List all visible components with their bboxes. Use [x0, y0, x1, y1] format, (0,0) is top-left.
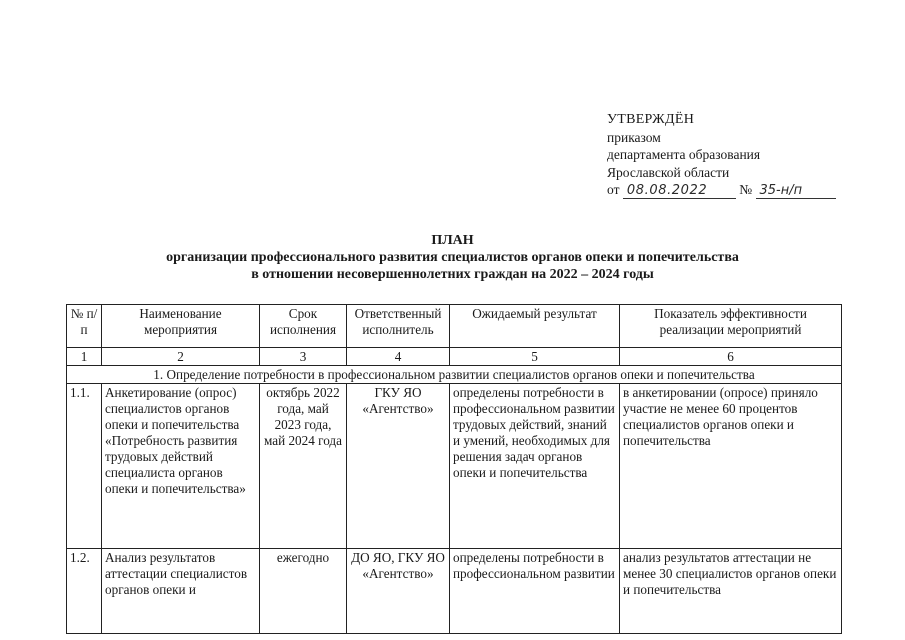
executor: ГКУ ЯО «Агентство» — [347, 384, 450, 549]
expected-result: определены потребности в профессиональном развитии трудовых действий, знаний и умений, необходимых для решения задач органов опеки и попечительства — [450, 384, 620, 549]
activity-name: Анализ результатов аттестации специалистов органов опеки и — [102, 549, 260, 634]
table-row — [67, 549, 842, 634]
column-header: Показатель эффективности реализации мероприятий — [620, 305, 842, 348]
column-number: 5 — [450, 348, 620, 366]
column-number: 1 — [67, 348, 102, 366]
deadline: октябрь 2022 года, май 2023 года, май 2024 года — [260, 384, 347, 549]
approval-heading: УТВЕРЖДЁН — [607, 112, 695, 127]
activity-name: Анкетирование (опрос) специалистов органов опеки и попечительства «Потребность развития трудовых действий специалиста органов опеки и попечительства» — [102, 384, 260, 549]
document-title — [0, 232, 905, 283]
deadline: ежегодно — [260, 549, 347, 634]
row-number: 1.2. — [67, 549, 102, 634]
efficiency-indicator: анализ результатов аттестации не менее 30 специалистов органов опеки и попечительства — [620, 549, 842, 634]
column-header: Наименование мероприятия — [102, 305, 260, 348]
section-row — [67, 366, 842, 384]
approval-block — [607, 111, 887, 199]
efficiency-indicator: в анкетировании (опросе) приняло участие не менее 60 процентов специалистов органов опеки и попечительства — [620, 384, 842, 549]
column-header: Ответственный исполнитель — [347, 305, 450, 348]
column-number-row — [67, 348, 842, 366]
title-line: в отношении несовершеннолетних граждан на 2022 – 2024 годы — [251, 267, 654, 282]
handwritten-date: 08.08.2022 — [623, 184, 736, 199]
row-number: 1.1. — [67, 384, 102, 549]
title-line: организации профессионального развития специалистов органов опеки и попечительства — [166, 250, 739, 265]
date-prefix: от — [607, 182, 620, 197]
column-number: 2 — [102, 348, 260, 366]
approval-line: приказом — [607, 129, 661, 145]
handwritten-number: 35-н/п — [756, 184, 836, 199]
number-prefix: № — [739, 182, 753, 197]
approval-date-line — [607, 181, 887, 199]
column-header: Ожидаемый результат — [450, 305, 620, 348]
executor: ДО ЯО, ГКУ ЯО «Агентство» — [347, 549, 450, 634]
column-number: 6 — [620, 348, 842, 366]
expected-result: определены потребности в профессиональном развитии — [450, 549, 620, 634]
table-header-row — [67, 305, 842, 348]
section-heading: 1. Определение потребности в профессиональном развитии специалистов органов опеки и попечительства — [67, 366, 842, 384]
column-number: 4 — [347, 348, 450, 366]
plan-table — [66, 304, 842, 634]
column-number: 3 — [260, 348, 347, 366]
column-header: Срок исполнения — [260, 305, 347, 348]
approval-line: Ярославской области — [607, 164, 730, 180]
table-row — [67, 384, 842, 549]
column-header: № п/п — [67, 305, 102, 348]
title-line: ПЛАН — [431, 233, 474, 248]
approval-line: департамента образования — [607, 147, 761, 162]
